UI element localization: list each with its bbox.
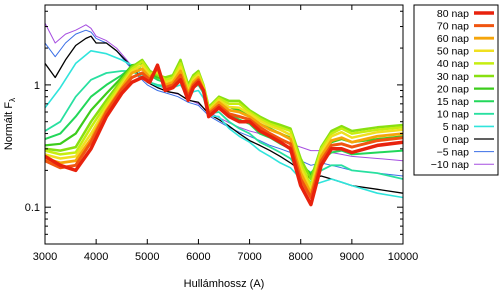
x-axis-title: Hullámhossz (A)	[183, 278, 265, 290]
x-tick-label: 7000	[237, 251, 262, 263]
x-tick-label: 10000	[387, 251, 419, 263]
x-tick-label: 6000	[186, 251, 211, 263]
x-tick-label: 3000	[32, 251, 58, 263]
y-axis-title	[3, 98, 17, 150]
legend-label: 40 nap	[436, 58, 469, 71]
legend-label: 15 nap	[436, 96, 469, 108]
legend-label: 50 nap	[436, 45, 469, 58]
legend-label: 60 nap	[436, 33, 469, 45]
x-tick-label: 9000	[339, 251, 365, 263]
legend-label: 70 nap	[436, 20, 469, 33]
legend-label: 0 nap	[442, 133, 469, 146]
y-tick-label: 1	[33, 79, 40, 92]
legend-label: 30 nap	[436, 70, 469, 83]
y-axis-title-main: Normált F	[3, 101, 15, 151]
legend-label: 20 nap	[436, 83, 469, 96]
y-axis-title-subscript: λ	[8, 97, 17, 102]
legend	[414, 5, 498, 175]
legend-label: 5 nap	[442, 121, 469, 134]
legend-label: 80 nap	[436, 7, 469, 20]
legend-label: 10 nap	[436, 108, 469, 121]
y-tick-label: 0.1	[24, 202, 40, 215]
x-tick-label: 8000	[288, 251, 313, 263]
x-tick-label: 4000	[83, 251, 109, 263]
legend-label: −10 nap	[430, 159, 469, 171]
x-tick-label: 5000	[135, 251, 160, 263]
legend-label: −5 nap	[436, 146, 469, 159]
